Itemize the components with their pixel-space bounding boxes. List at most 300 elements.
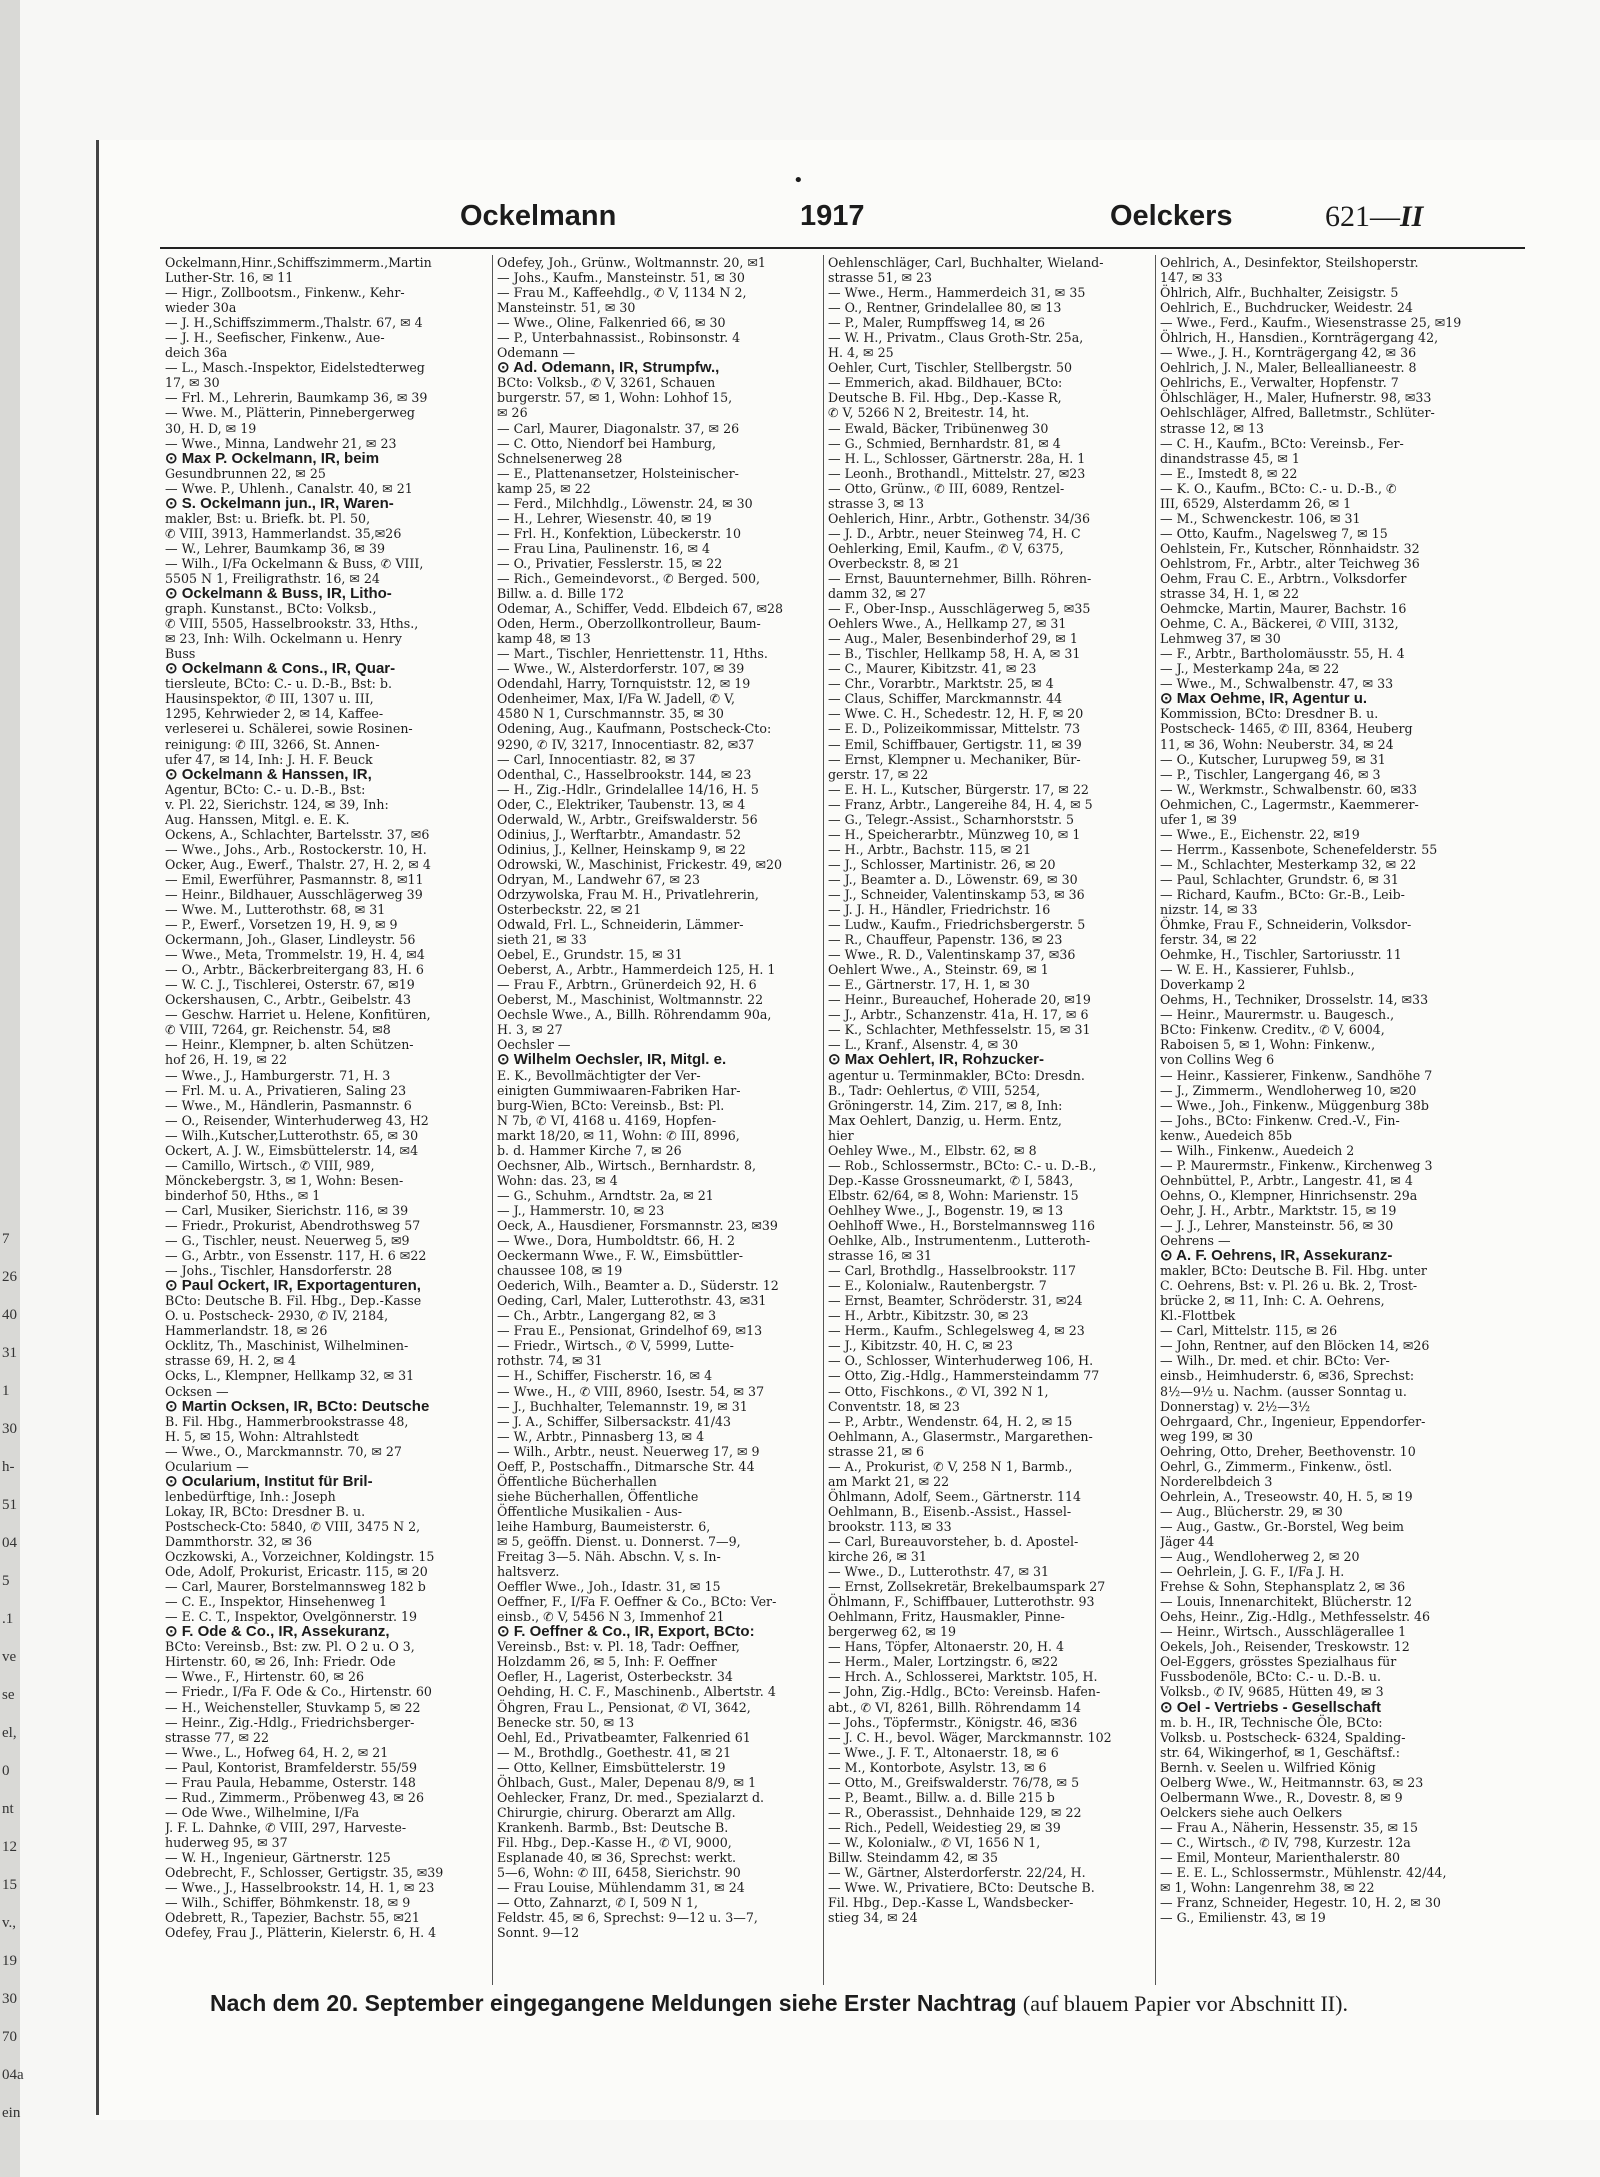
directory-entry-line: — O., Rentner, Grindelallee 80, ✉ 13	[828, 300, 1062, 316]
directory-entry-line: — Otto, Grünw., ✆ III, 6089, Rentzel-	[828, 480, 1065, 496]
directory-entry-line: — W. H., Ingenieur, Gärtnerstr. 125	[165, 1849, 391, 1865]
directory-entry-line: — M., Brothdlg., Goethestr. 41, ✉ 21	[497, 1744, 732, 1760]
directory-entry-line: damm 32, ✉ 27	[828, 586, 927, 602]
page-spine-line	[96, 140, 99, 2115]
directory-entry-line: — Higr., Zollbootsm., Finkenw., Kehr-	[165, 285, 405, 301]
directory-entry-line: — F., Ober-Insp., Ausschlägerweg 5, ✉35	[828, 601, 1091, 617]
directory-entry-line: — Rob., Schlossermstr., BCto: C.- u. D.-B.,	[828, 1157, 1097, 1173]
directory-entry-line: Oehrlein, A., Treseowstr. 40, H. 5, ✉ 19	[1160, 1488, 1413, 1504]
directory-entry-line: — P. Maurermstr., Finkenw., Kirchenweg 3	[1160, 1157, 1433, 1173]
directory-entry-line: — W., Kolonialw., ✆ VI, 1656 N 1,	[828, 1834, 1041, 1850]
directory-entry-line: — Wwe. C. H., Schedestr. 12, H. F, ✉ 20	[828, 706, 1084, 722]
directory-entry-line: Gröningerstr. 14, Zim. 217, ✉ 8, Inh:	[828, 1097, 1063, 1113]
directory-entry-line: 1295, Kehrwieder 2, ✉ 14, Kaffee-	[165, 706, 384, 722]
margin-fragment: 30	[2, 1421, 17, 1437]
directory-entry-line: Öhlmann, Adolf, Seem., Gärtnerstr. 114	[828, 1488, 1082, 1504]
directory-entry-line: — H., Zig.-Hdlr., Grindelallee 14/16, H. 5	[497, 781, 759, 797]
directory-entry-line: — E., Gärtnerstr. 17, H. 1, ✉ 30	[828, 977, 1030, 993]
directory-entry-line: BCto: Vereinsb., Bst: zw. Pl. O 2 u. O 3,	[165, 1639, 415, 1655]
directory-entry-line: — O., Privatier, Fesslerstr. 15, ✉ 22	[497, 555, 723, 571]
directory-entry-line: — Chr., Vorarbtr., Marktstr. 25, ✉ 4	[828, 676, 1054, 692]
directory-entry-line: Dammthorstr. 32, ✉ 36	[165, 1533, 313, 1549]
directory-entry-line: Bernh. v. Seelen u. Wilfried König	[1160, 1759, 1376, 1775]
directory-entry-line: einsb., ✆ V, 5456 N 3, Immenhof 21	[497, 1609, 725, 1625]
margin-fragment: 15	[2, 1877, 17, 1893]
directory-entry-line: Max Oehlert, Danzig, u. Herm. Entz,	[828, 1112, 1062, 1128]
directory-entry-line: — Geschw. Harriet u. Helene, Konfitüren,	[165, 1007, 431, 1023]
directory-entry-line: — H. L., Schlosser, Gärtnerstr. 28a, H. 1	[828, 450, 1086, 466]
directory-entry-line: strasse 51, ✉ 23	[828, 270, 933, 286]
directory-entry-line: Osterbeckstr. 22, ✉ 21	[497, 902, 642, 918]
directory-entry-line: Oehlschläger, Alfred, Balletmstr., Schlüter-	[1160, 405, 1435, 421]
directory-entry-line: Ockershausen, C., Arbtr., Geibelstr. 43	[165, 992, 412, 1008]
directory-entry-line: — Camillo, Wirtsch., ✆ VIII, 989,	[165, 1157, 375, 1173]
directory-entry-line: Volksb., ✆ IV, 9685, Hütten 49, ✉ 3	[1160, 1684, 1384, 1700]
directory-entry-line: — K. O., Kaufm., BCto: C.- u. D.-B., ✆	[1160, 480, 1397, 496]
directory-entry-line: Oehmichen, C., Lagermstr., Kaemmerer-	[1160, 796, 1419, 812]
directory-entry-line: Ockermann, Joh., Glaser, Lindleystr. 56	[165, 932, 416, 948]
directory-entry-line: — Wilh., Schiffer, Böhmkenstr. 18, ✉ 9	[165, 1895, 411, 1911]
margin-fragment: ve	[2, 1649, 17, 1665]
directory-entry-line: BCto: Finkenw. Creditv., ✆ V, 6004,	[1160, 1022, 1385, 1038]
directory-entry-line: Odryan, M., Landwehr 67, ✉ 23	[497, 871, 701, 887]
directory-entry-line: — M., Schwenckestr. 106, ✉ 31	[1160, 510, 1361, 526]
directory-entry-line: abt., ✆ VI, 8261, Billh. Röhrendamm 14	[828, 1699, 1082, 1715]
directory-entry-line: ✉ 1, Wohn: Langenrehm 38, ✉ 22	[1160, 1880, 1375, 1896]
directory-entry-line: Oehrens —	[1160, 1233, 1231, 1249]
directory-entry-line: Oden, Herm., Oberzollkontrolleur, Baum-	[497, 616, 761, 632]
directory-entry-line: Oehler, Curt, Tischler, Stellbergstr. 50	[828, 360, 1073, 376]
directory-entry-line: — Otto, M., Greifswalderstr. 76/78, ✉ 5	[828, 1774, 1080, 1790]
directory-entry-line: ⊙ Ad. Odemann, IR, Strumpfw.,	[497, 359, 720, 377]
directory-entry-line: Ocularium —	[165, 1458, 249, 1474]
directory-entry-line: — Frl. M., Lehrerin, Baumkamp 36, ✉ 39	[165, 390, 428, 406]
directory-entry-line: — W. C. J., Tischlerei, Osterstr. 67, ✉19	[165, 977, 415, 993]
directory-entry-line: — E. D., Polizeikommissar, Mittelstr. 73	[828, 721, 1081, 737]
directory-entry-line: 8½—9½ u. Nachm. (ausser Sonntag u.	[1160, 1383, 1407, 1399]
directory-entry-line: B. Fil. Hbg., Hammerbrookstrasse 48,	[165, 1413, 409, 1429]
directory-entry-line: — Wwe., E., Eichenstr. 22, ✉19	[1160, 826, 1360, 842]
margin-fragment: 04	[2, 1535, 17, 1551]
directory-entry-line: — Wilh., Arbtr., neust. Neuerweg 17, ✉ 9	[497, 1443, 760, 1459]
directory-entry-line: — Carl, Brothdlg., Hasselbrookstr. 117	[828, 1263, 1076, 1279]
directory-entry-line: Postscheck-Cto: 5840, ✆ VIII, 3475 N 2,	[165, 1518, 421, 1534]
directory-entry-line: — Wilh., Finkenw., Auedeich 2	[1160, 1142, 1355, 1158]
directory-entry-line: Fil. Hbg., Dep.-Kasse H., ✆ VI, 9000,	[497, 1834, 732, 1850]
directory-entry-line: verleserei u. Schälerei, sowie Rosinen-	[165, 721, 413, 737]
directory-entry-line: — Wwe., L., Hofweg 64, H. 2, ✉ 21	[165, 1744, 389, 1760]
directory-entry-line: — L., Masch.-Inspektor, Eidelstedterweg	[165, 360, 425, 376]
directory-entry-line: Öffentliche Bücherhallen	[497, 1473, 657, 1489]
directory-entry-line: — H., Arbtr., Kibitzstr. 30, ✉ 23	[828, 1308, 1029, 1324]
directory-entry-line: ⊙ Max P. Ockelmann, IR, beim	[165, 449, 380, 467]
directory-entry-line: Oehmke, H., Tischler, Sartoriusstr. 11	[1160, 947, 1402, 963]
directory-entry-line: Billw. Steindamm 42, ✉ 35	[828, 1849, 998, 1865]
directory-entry-line: burgerstr. 57, ✉ 1, Wohn: Lohhof 15,	[497, 390, 733, 406]
directory-entry-line: ✆ V, 5266 N 2, Breitestr. 14, ht.	[828, 405, 1030, 421]
directory-entry-line: — Mart., Tischler, Henriettenstr. 11, Hths.	[497, 646, 768, 662]
directory-entry-line: — J., Arbtr., Schanzenstr. 41a, H. 17, ✉ 6	[828, 1007, 1089, 1023]
directory-entry-line: Oeding, Carl, Maler, Lutterothstr. 43, ✉31	[497, 1293, 767, 1309]
directory-entry-line: — Heinr., Zig.-Hdlg., Friedrichsberger-	[165, 1714, 415, 1730]
directory-entry-line: Oel-Eggers, grösstes Spezialhaus für	[1160, 1654, 1397, 1670]
directory-entry-line: ⊙ F. Ode & Co., IR, Assekuranz,	[165, 1623, 390, 1641]
directory-entry-line: — Paul, Schlachter, Grundstr. 6, ✉ 31	[1160, 871, 1399, 887]
directory-entry-line: — G., Schuhm., Arndtstr. 2a, ✉ 21	[497, 1187, 714, 1203]
directory-entry-line: Benecke str. 50, ✉ 13	[497, 1714, 635, 1730]
directory-entry-line: Oebel, E., Grundstr. 15, ✉ 31	[497, 947, 683, 963]
directory-entry-line: — Wwe., Oline, Falkenried 66, ✉ 30	[497, 315, 726, 331]
directory-entry-line: — Carl, Musiker, Sierichstr. 116, ✉ 39	[165, 1202, 409, 1218]
directory-entry-line: — Wwe., D., Lutterothstr. 47, ✉ 31	[828, 1564, 1050, 1580]
directory-entry-line: — Frau M., Kaffeehdlg., ✆ V, 1134 N 2,	[497, 285, 747, 301]
directory-entry-line: — Wwe. W., Privatiere, BCto: Deutsche B.	[828, 1880, 1095, 1896]
directory-entry-line: burg-Wien, BCto: Vereinsb., Bst: Pl.	[497, 1097, 725, 1113]
directory-entry-line: sieth 21, ✉ 33	[497, 932, 587, 948]
directory-entry-line: Oehlmann, A., Glasermstr., Margarethen-	[828, 1428, 1093, 1444]
directory-entry-line: — Friedr., Wirtsch., ✆ V, 5999, Lutte-	[497, 1338, 734, 1354]
directory-entry-line: huderweg 95, ✉ 37	[165, 1834, 288, 1850]
directory-entry-line: Öhlschläger, H., Maler, Hufnerstr. 98, ✉33	[1160, 390, 1432, 406]
directory-entry-line: Odinius, J., Kellner, Heinskamp 9, ✉ 22	[497, 841, 746, 857]
directory-entry-line: — John, Zig.-Hdlg., BCto: Vereinsb. Hafen-	[828, 1684, 1101, 1700]
directory-entry-line: — Herrm., Kassenbote, Schenefelderstr. 55	[1160, 841, 1438, 857]
margin-fragment: ein	[2, 2105, 21, 2121]
directory-entry-line: Oczkowski, A., Vorzeichner, Koldingstr. 15	[165, 1549, 435, 1565]
directory-entry-line: str. 64, Wikingerhof, ✉ 1, Geschäftsf.:	[1160, 1744, 1401, 1760]
directory-entry-line: Agentur, BCto: C.- u. D.-B., Bst:	[165, 781, 366, 797]
directory-entry-line: — Wilh., Dr. med. et chir. BCto: Ver-	[1160, 1353, 1390, 1369]
directory-entry-line: Elbstr. 62/64, ✉ 8, Wohn: Marienstr. 15	[828, 1187, 1079, 1203]
directory-entry-line: Norderelbdeich 3	[1160, 1473, 1273, 1489]
directory-entry-line: — Emil, Ewerführer, Pasmannstr. 8, ✉11	[165, 871, 424, 887]
directory-entry-line: — Frau F., Arbtrn., Grünerdeich 92, H. 6	[497, 977, 757, 993]
directory-entry-line: chaussee 108, ✉ 19	[497, 1263, 623, 1279]
directory-entry-line: Vereinsb., Bst: v. Pl. 18, Tadr: Oeffner,	[497, 1639, 740, 1655]
directory-entry-line: — Friedr., Prokurist, Abendrothsweg 57	[165, 1218, 421, 1233]
directory-entry-line: strasse 34, H. 1, ✉ 22	[1160, 586, 1300, 602]
directory-entry-line: Freitag 3—5. Näh. Abschn. V, s. In-	[497, 1549, 721, 1565]
directory-entry-line: — Carl, Maurer, Diagonalstr. 37, ✉ 26	[497, 420, 740, 436]
directory-entry-line: — P., Arbtr., Wendenstr. 64, H. 2, ✉ 15	[828, 1413, 1073, 1429]
directory-entry-line: ⊙ Ockelmann & Buss, IR, Litho-	[165, 585, 392, 603]
directory-entry-line: dinandstrasse 45, ✉ 1	[1160, 450, 1300, 466]
directory-entry-line: Doverkamp 2	[1160, 977, 1246, 993]
directory-entry-line: Ockert, A. J. W., Eimsbüttelerstr. 14, ✉4	[165, 1142, 419, 1158]
directory-entry-line: — Wwe., O., Marckmannstr. 70, ✉ 27	[165, 1443, 402, 1459]
directory-entry-line: ferstr. 34, ✉ 22	[1160, 932, 1257, 948]
directory-entry-line: J. F. L. Dahnke, ✆ VIII, 297, Harveste-	[165, 1819, 407, 1835]
directory-entry-line: Oehley Wwe., M., Elbstr. 62, ✉ 8	[828, 1142, 1037, 1158]
directory-entry-line: — W., Arbtr., Pinnasberg 13, ✉ 4	[497, 1428, 705, 1444]
directory-entry-line: Wohn: das. 23, ✉ 4	[497, 1172, 618, 1188]
directory-entry-line: — Johs., Tischler, Hansdorferstr. 28	[165, 1263, 393, 1279]
directory-entry-line: Odenheimer, Max, I/Fa W. Jadell, ✆ V,	[497, 691, 736, 707]
directory-entry-line: — Carl, Mittelstr. 115, ✉ 26	[1160, 1323, 1338, 1339]
directory-entry-line: — Wwe., M., Schwalbenstr. 47, ✉ 33	[1160, 676, 1394, 692]
directory-entry-line: Sonnt. 9—12	[497, 1925, 580, 1941]
directory-entry-line: Oehlerich, Hinr., Arbtr., Gothenstr. 34/36	[828, 510, 1091, 526]
directory-entry-line: — Aug., Blücherstr. 29, ✉ 30	[1160, 1503, 1343, 1519]
directory-entry-line: — Frl. H., Konfektion, Lübeckerstr. 10	[497, 525, 742, 541]
directory-entry-line: 30, H. D, ✉ 19	[165, 420, 257, 436]
directory-entry-line: — Emmerich, akad. Bildhauer, BCto:	[828, 375, 1063, 391]
directory-entry-line: — Heinr., Wirtsch., Ausschlägerallee 1	[1160, 1624, 1407, 1640]
directory-entry-line: Lokay, IR, BCto: Dresdner B. u.	[165, 1503, 366, 1519]
directory-entry-line: — Wwe., H., ✆ VIII, 8960, Isestr. 54, ✉ 37	[497, 1383, 765, 1399]
column-divider	[823, 255, 824, 1985]
directory-entry-line: — Rich., Pedell, Weidestieg 29, ✉ 39	[828, 1819, 1061, 1835]
directory-entry-line: makler, BCto: Deutsche B. Fil. Hbg. unter	[1160, 1263, 1427, 1279]
directory-entry-line: Oechsler —	[497, 1037, 571, 1053]
directory-entry-line: Öhlrich, H., Hansdien., Kornträgergang 42,	[1160, 330, 1439, 346]
directory-entry-line: Oelberg Wwe., W., Heitmannstr. 63, ✉ 23	[1160, 1774, 1424, 1790]
directory-entry-line: markt 18/20, ✉ 11, Wohn: ✆ III, 8996,	[497, 1127, 740, 1143]
directory-entry-line: B., Tadr: Oehlertus, ✆ VIII, 5254,	[828, 1082, 1041, 1098]
directory-entry-line: deich 36a	[165, 345, 228, 361]
margin-fragment: 40	[2, 1307, 17, 1323]
directory-entry-line: strasse 3, ✉ 13	[828, 495, 925, 511]
directory-entry-line: — Wilh., I/Fa Ockelmann & Buss, ✆ VIII,	[165, 555, 424, 571]
margin-fragment: 30	[2, 1991, 17, 2007]
margin-fragment: nt	[2, 1801, 14, 1817]
directory-entry-line: — Ewald, Bäcker, Tribünenweg 30	[828, 420, 1049, 436]
directory-entry-line: — Carl, Innocentiastr. 82, ✉ 37	[497, 751, 696, 767]
margin-fragment: 1	[2, 1383, 10, 1399]
directory-entry-line: von Collins Weg 6	[1160, 1052, 1275, 1068]
margin-fragment: 0	[2, 1763, 10, 1779]
directory-entry-line: Oehrl, G., Zimmerm., Finkenw., östl.	[1160, 1458, 1393, 1474]
directory-entry-line: Odrzywolska, Frau M. H., Privatlehrerin,	[497, 886, 759, 902]
directory-entry-line: — Hrch. A., Schlosserei, Marktstr. 105, H.	[828, 1669, 1098, 1685]
directory-entry-line: — Wwe., J. F. T., Altonaerstr. 18, ✉ 6	[828, 1744, 1059, 1760]
directory-entry-line: Aug. Hanssen, Mitgl. e. E. K.	[165, 811, 350, 827]
directory-entry-line: Öhlmann, F., Schiffbauer, Lutterothstr. 93	[828, 1594, 1095, 1610]
directory-entry-line: Odendahl, Harry, Tornquiststr. 12, ✉ 19	[497, 676, 751, 692]
directory-entry-line: Oehlrich, E., Buchdrucker, Weidestr. 24	[1160, 300, 1413, 316]
margin-fragment: 70	[2, 2029, 17, 2045]
margin-fragment: se	[2, 1687, 15, 1703]
directory-entry-line: — Heinr., Klempner, b. alten Schützen-	[165, 1037, 414, 1053]
directory-entry-line: haltsverz.	[497, 1564, 560, 1580]
directory-entry-line: — Otto, Kellner, Eimsbüttelerstr. 19	[497, 1759, 726, 1775]
directory-entry-line: — J. C. H., bevol. Wäger, Marckmannstr. 102	[828, 1729, 1112, 1745]
directory-entry-line: Ockens, A., Schlachter, Bartelsstr. 37, ✉6	[165, 826, 430, 842]
column-divider	[1155, 255, 1156, 1985]
directory-entry-line: Oechsle Wwe., A., Billh. Röhrendamm 90a,	[497, 1007, 772, 1023]
directory-entry-line: Frehse & Sohn, Stephansplatz 2, ✉ 36	[1160, 1579, 1406, 1595]
directory-entry-line: einsb., Heimhuderstr. 6, ✉36, Sprechst:	[1160, 1368, 1415, 1384]
directory-entry-line: kirche 26, ✉ 31	[828, 1549, 927, 1565]
directory-entry-line: ✉ 26	[497, 405, 528, 421]
directory-column-2	[497, 255, 822, 1985]
directory-entry-line: — Hans, Töpfer, Altonaerstr. 20, H. 4	[828, 1639, 1065, 1655]
directory-entry-line: — Johs., BCto: Finkenw. Cred.-V., Fin-	[1160, 1112, 1400, 1128]
directory-entry-line: H. 3, ✉ 27	[497, 1022, 563, 1038]
margin-fragment: 04a	[2, 2067, 24, 2083]
footer-notice	[210, 1990, 1348, 2017]
directory-entry-line: — H., Arbtr., Bachstr. 115, ✉ 21	[828, 841, 1032, 857]
directory-entry-line: Öhlbach, Gust., Maler, Depenau 8/9, ✉ 1	[497, 1774, 757, 1790]
directory-entry-line: Oeberst, A., Arbtr., Hammerdeich 125, H. 1	[497, 962, 776, 978]
directory-entry-line: Oeff, P., Postschaffn., Ditmarsche Str. 44	[497, 1458, 755, 1474]
directory-entry-line: — H., Speicherarbtr., Münzweg 10, ✉ 1	[828, 826, 1081, 842]
directory-entry-line: — Ferd., Milchhdlg., Löwenstr. 24, ✉ 30	[497, 495, 753, 511]
directory-entry-line: Fussbodenöle, BCto: C.- u. D.-B. u.	[1160, 1669, 1381, 1685]
directory-entry-line: Oefler, H., Lagerist, Osterbeckstr. 34	[497, 1669, 733, 1685]
directory-entry-line: — Wwe. M., Plätterin, Pinnebergerweg	[165, 405, 415, 421]
directory-column-1	[165, 255, 490, 1985]
directory-entry-line: wieder 30a	[165, 300, 237, 316]
directory-entry-line: — J. J., Lehrer, Mansteinstr. 56, ✉ 30	[1160, 1218, 1394, 1233]
directory-entry-line: ⊙ Wilhelm Oechsler, IR, Mitgl. e.	[497, 1051, 727, 1069]
directory-entry-line: Schnelsenerweg 28	[497, 450, 623, 466]
directory-entry-line: ⊙ Oel - Vertriebs - Gesellschaft	[1160, 1698, 1381, 1716]
directory-entry-line: ⊙ Ockelmann & Cons., IR, Quar-	[165, 660, 396, 678]
adjacent-page-margin-text	[2, 1220, 36, 2132]
directory-entry-line: — Wwe., W., Alsterdorferstr. 107, ✉ 39	[497, 661, 745, 677]
directory-entry-line: ⊙ Martin Ocksen, IR, BCto: Deutsche	[165, 1397, 430, 1415]
directory-entry-line: — P., Unterbahnassist., Robinsonstr. 4	[497, 330, 741, 346]
directory-entry-line: — Otto, Kaufm., Nagelsweg 7, ✉ 15	[1160, 525, 1388, 541]
directory-entry-line: — Frau E., Pensionat, Grindelhof 69, ✉13	[497, 1323, 763, 1339]
directory-entry-line: Oehlers Wwe., A., Hellkamp 27, ✉ 31	[828, 616, 1067, 632]
directory-entry-line: — Ernst, Beamter, Schröderstr. 31, ✉24	[828, 1293, 1083, 1309]
directory-entry-line: Oelbermann Wwe., R., Dovestr. 8, ✉ 9	[1160, 1789, 1403, 1805]
directory-entry-line: Hausinspektor, ✆ III, 1307 u. III,	[165, 691, 374, 707]
directory-entry-line: — Wwe., R. D., Valentinskamp 37, ✉36	[828, 947, 1076, 963]
directory-entry-line: Oehns, O., Klempner, Hinrichsenstr. 29a	[1160, 1187, 1418, 1203]
directory-entry-line: — E. E. L., Schlossermstr., Mühlenstr. 42/44,	[1160, 1865, 1447, 1881]
directory-entry-line: Mansteinstr. 51, ✉ 30	[497, 300, 636, 316]
directory-entry-line: Fil. Hbg., Dep.-Kasse L, Wandsbecker-	[828, 1895, 1074, 1911]
directory-entry-line: — Emil, Schiffbauer, Gertigstr. 11, ✉ 39	[828, 736, 1082, 752]
directory-entry-line: Oelckers siehe auch Oelkers	[1160, 1804, 1343, 1820]
directory-entry-line: — P., Maler, Rumpffsweg 14, ✉ 26	[828, 315, 1045, 331]
directory-entry-line: — Ernst, Bauunternehmer, Billh. Röhren-	[828, 570, 1092, 586]
directory-entry-line: — C. H., Kaufm., BCto: Vereinsb., Fer-	[1160, 435, 1404, 451]
directory-entry-line: ⊙ Max Oehme, IR, Agentur u.	[1160, 690, 1368, 708]
directory-entry-line: — J. A., Schiffer, Silbersackstr. 41/43	[497, 1413, 731, 1429]
directory-entry-line: ⊙ Ockelmann & Hanssen, IR,	[165, 765, 372, 783]
directory-entry-line: Oechsner, Alb., Wirtsch., Bernhardstr. 8,	[497, 1157, 756, 1173]
directory-entry-line: — Frl. M. u. A., Privatieren, Saling 23	[165, 1082, 407, 1098]
directory-entry-line: — Claus, Schiffer, Marckmannstr. 44	[828, 691, 1063, 707]
directory-column-3	[828, 255, 1153, 1985]
directory-entry-line: — W., Gärtner, Alsterdorferstr. 22/24, H.	[828, 1865, 1086, 1881]
directory-entry-line: — J., Kibitzstr. 40, H. C, ✉ 23	[828, 1338, 1013, 1354]
directory-entry-line: Oehlert Wwe., A., Steinstr. 69, ✉ 1	[828, 962, 1049, 978]
margin-fragment: 31	[2, 1345, 17, 1361]
directory-entry-line: — Wwe., Joh., Finkenw., Müggenburg 38b	[1160, 1097, 1429, 1113]
directory-entry-line: — E. H. L., Kutscher, Bürgerstr. 17, ✉ 22	[828, 781, 1089, 797]
directory-entry-line: — Wwe., Ferd., Kaufm., Wiesenstrasse 25, ✉19	[1160, 315, 1462, 331]
margin-fragment: 5	[2, 1573, 10, 1589]
directory-entry-line: Chirurgie, chirurg. Oberarzt am Allg.	[497, 1804, 736, 1820]
directory-entry-line: — Heinr., Bureauchef, Hoherade 20, ✉19	[828, 992, 1091, 1008]
directory-entry-line: Odefey, Joh., Grünw., Woltmannstr. 20, ✉1	[497, 255, 766, 270]
directory-entry-line: C. Oehrens, Bst: v. Pl. 26 u. Bk. 2, Trost-	[1160, 1278, 1418, 1294]
directory-entry-line: Esplanade 40, ✉ 36, Sprechst: werkt.	[497, 1849, 737, 1865]
directory-entry-line: weg 199, ✉ 30	[1160, 1428, 1253, 1444]
directory-entry-line: E. K., Bevollmächtigter der Ver-	[497, 1067, 701, 1083]
margin-fragment: 26	[2, 1269, 17, 1285]
directory-entry-line: Öhgren, Frau L., Pensionat, ✆ VI, 3642,	[497, 1699, 751, 1715]
directory-entry-line: m. b. H., IR, Technische Öle, BCto:	[1160, 1714, 1383, 1730]
directory-entry-line: Oehlmann, B., Eisenb.-Assist., Hassel-	[828, 1503, 1072, 1519]
directory-entry-line: — Ernst, Klempner u. Mechaniker, Bür-	[828, 751, 1081, 767]
directory-entry-line: am Markt 21, ✉ 22	[828, 1473, 950, 1489]
directory-entry-line: Oehmcke, Martin, Maurer, Bachstr. 16	[1160, 601, 1407, 617]
footer-paren-text: (auf blauem Papier vor Abschnitt II).	[1022, 1991, 1348, 2016]
directory-entry-line: Odebrecht, F., Schlosser, Gertigstr. 35, ✉39	[165, 1865, 444, 1881]
margin-fragment: el,	[2, 1725, 17, 1741]
directory-entry-line: — Frau A., Näherin, Hessenstr. 35, ✉ 15	[1160, 1819, 1419, 1835]
directory-entry-line: — W. E. H., Kassierer, Fuhlsb.,	[1160, 962, 1355, 978]
directory-entry-line: siehe Bücherhallen, Öffentliche	[497, 1488, 699, 1504]
directory-entry-line: — C., Wirtsch., ✆ IV, 798, Kurzestr. 12a	[1160, 1834, 1411, 1850]
directory-entry-line: v. Pl. 22, Sierichstr. 124, ✉ 39, Inh:	[165, 796, 389, 812]
directory-entry-line: — Franz, Arbtr., Langereihe 84, H. 4, ✉ 5	[828, 796, 1093, 812]
directory-entry-line: Conventstr. 18, ✉ 23	[828, 1398, 960, 1414]
directory-entry-line: Oehs, Heinr., Zig.-Hdlg., Methfesselstr. 46	[1160, 1609, 1431, 1625]
directory-entry-line: Ockelmann,Hinr.,Schiffszimmerm.,Martin	[165, 255, 432, 270]
directory-entry-line: strasse 16, ✉ 31	[828, 1248, 933, 1264]
header-year: 1917	[800, 200, 865, 232]
directory-entry-line: — G., Arbtr., von Essenstr. 117, H. 6 ✉22	[165, 1248, 427, 1264]
directory-entry-line: ✆ VIII, 5505, Hasselbrookstr. 33, Hths.,	[165, 616, 419, 632]
directory-entry-line: — E. C. T., Inspektor, Ovelgönnerstr. 19	[165, 1609, 417, 1625]
directory-entry-line: 5505 N 1, Freiligrathstr. 16, ✉ 24	[165, 570, 380, 586]
directory-entry-line: Oehlrich, A., Desinfektor, Steilshoperstr.	[1160, 255, 1419, 270]
directory-entry-line: Deutsche B. Fil. Hbg., Dep.-Kasse R,	[828, 390, 1062, 406]
directory-entry-line: — W., Lehrer, Baumkamp 36, ✉ 39	[165, 540, 385, 556]
directory-entry-line: ⊙ Ocularium, Institut für Bril-	[165, 1472, 373, 1490]
directory-entry-line: — C. Otto, Niendorf bei Hamburg,	[497, 435, 717, 451]
directory-entry-line: — Ludw., Kaufm., Friedrichsbergerstr. 5	[828, 917, 1086, 933]
directory-entry-line: Ocklitz, Th., Maschinist, Wilhelminen-	[165, 1338, 409, 1354]
directory-entry-line: strasse 12, ✉ 13	[1160, 420, 1265, 436]
directory-entry-line: 5—6, Wohn: ✆ III, 6458, Sierichstr. 90	[497, 1865, 741, 1881]
directory-entry-line: Odrowski, W., Maschinist, Frickestr. 49, ✉20	[497, 856, 783, 872]
directory-entry-line: — H., Schiffer, Fischerstr. 16, ✉ 4	[497, 1368, 713, 1384]
directory-entry-line: kenw., Auedeich 85b	[1160, 1127, 1292, 1143]
directory-entry-line: — K., Schlachter, Methfesselstr. 15, ✉ 31	[828, 1022, 1091, 1038]
directory-entry-line: — J., Beamter a. D., Löwenstr. 69, ✉ 30	[828, 871, 1078, 887]
directory-entry-line: strasse 21, ✉ 6	[828, 1443, 925, 1459]
directory-entry-line: — G., Emilienstr. 43, ✉ 19	[1160, 1910, 1326, 1926]
directory-entry-line: ufer 1, ✉ 39	[1160, 811, 1237, 827]
directory-entry-line: — J. D., Arbtr., neuer Steinweg 74, H. C	[828, 525, 1081, 541]
margin-fragment: h-	[2, 1459, 15, 1475]
directory-entry-line: — H., Weichensteller, Stuvkamp 5, ✉ 22	[165, 1699, 421, 1715]
directory-entry-line: Lehmweg 37, ✉ 30	[1160, 631, 1281, 647]
directory-entry-line: Oehring, Otto, Dreher, Beethovenstr. 10	[1160, 1443, 1416, 1459]
directory-entry-line: — Leonh., Brothandl., Mittelstr. 27, ✉23	[828, 465, 1086, 481]
directory-entry-line: 9290, ✆ IV, 3217, Innocentiastr. 82, ✉37	[497, 736, 755, 752]
directory-entry-line: brücke 2, ✉ 11, Inh: C. A. Oehrens,	[1160, 1293, 1385, 1309]
directory-entry-line: graph. Kunstanst., BCto: Volksb.,	[165, 601, 377, 617]
directory-entry-line: — O., Arbtr., Bäckerbreitergang 83, H. 6	[165, 962, 424, 978]
directory-entry-line: Oeck, A., Hausdiener, Forsmannstr. 23, ✉39	[497, 1218, 778, 1233]
margin-fragment: 51	[2, 1497, 17, 1513]
directory-entry-line: Ocksen —	[165, 1383, 229, 1399]
directory-entry-line: Ode, Adolf, Prokurist, Ericastr. 115, ✉ 20	[165, 1564, 428, 1580]
directory-entry-line: Oehding, H. C. F., Maschinenb., Albertstr. 4	[497, 1684, 776, 1700]
directory-entry-line: gerstr. 17, ✉ 22	[828, 766, 929, 782]
directory-entry-line: Oehlke, Alb., Instrumentenm., Lutteroth-	[828, 1233, 1091, 1249]
directory-entry-line: — Wwe., Herm., Hammerdeich 31, ✉ 35	[828, 285, 1086, 301]
